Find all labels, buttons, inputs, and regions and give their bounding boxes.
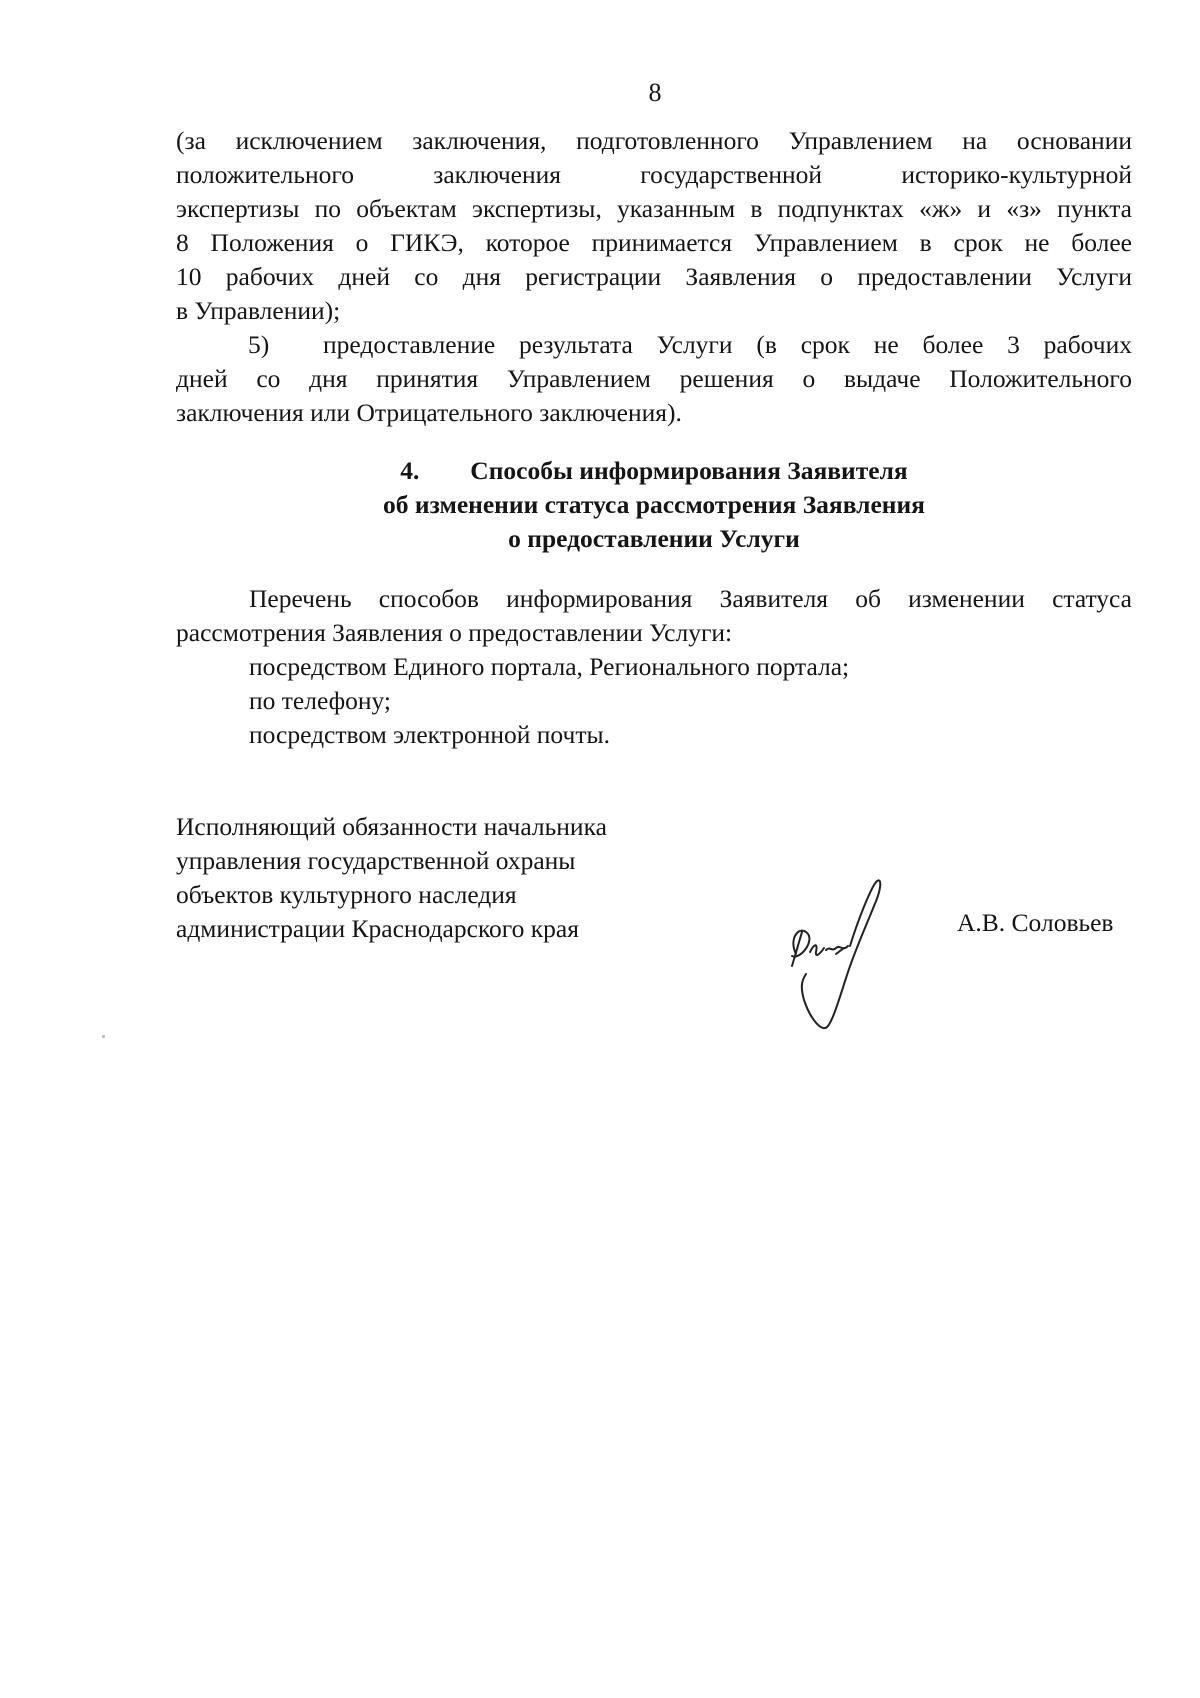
page-number: 8 bbox=[648, 78, 662, 107]
section-heading bbox=[176, 454, 1132, 556]
handwritten-signature bbox=[770, 868, 920, 1048]
text-line: (за исключением заключения, подготовленного Управлением на основании bbox=[176, 126, 1132, 155]
item-number: 5) bbox=[248, 330, 270, 359]
signatory-name: А.В. Соловьев bbox=[957, 908, 1114, 937]
list-item-5 bbox=[176, 328, 1132, 362]
text-line: в Управлении); bbox=[176, 296, 341, 325]
position-line: управления государственной охраны bbox=[176, 846, 576, 875]
position-line: администрации Краснодарского края bbox=[176, 914, 579, 943]
heading-text: Способы информирования Заявителя bbox=[470, 456, 908, 485]
text-line: дней со дня принятия Управлением решения о выдаче Положительного bbox=[176, 364, 1132, 393]
text-line: положительного заключения государственной историко-культурной bbox=[176, 160, 1132, 189]
notification-methods bbox=[176, 582, 1132, 752]
list-item: посредством электронной почты. bbox=[249, 720, 610, 749]
heading-line: об изменении статуса рассмотрения Заявления bbox=[383, 490, 925, 519]
text-line: предоставление результата Услуги (в срок не более 3 рабочих bbox=[323, 330, 1132, 359]
signatory-position bbox=[176, 810, 607, 946]
heading-line bbox=[176, 454, 1132, 488]
text-line: рассмотрения Заявления о предоставлении Услуги: bbox=[176, 618, 733, 647]
document-body bbox=[176, 124, 1132, 430]
list-item: по телефону; bbox=[249, 686, 392, 715]
text-line: Перечень способов информирования Заявителя об изменении статуса bbox=[249, 584, 1132, 613]
position-line: Исполняющий обязанности начальника bbox=[176, 812, 607, 841]
heading-number: 4. bbox=[400, 456, 420, 485]
text-line: экспертизы по объектам экспертизы, указанным в подпунктах «ж» и «з» пункта bbox=[176, 194, 1132, 223]
list-item: посредством Единого портала, Регионального портала; bbox=[249, 652, 850, 681]
text-line: 10 рабочих дней со дня регистрации Заявления о предоставлении Услуги bbox=[176, 262, 1132, 291]
scan-speck bbox=[102, 1035, 105, 1038]
heading-line: о предоставлении Услуги bbox=[508, 524, 800, 553]
text-line: заключения или Отрицательного заключения). bbox=[176, 398, 682, 427]
position-line: объектов культурного наследия bbox=[176, 880, 517, 909]
text-line: 8 Положения о ГИКЭ, которое принимается Управлением в срок не более bbox=[176, 228, 1132, 257]
